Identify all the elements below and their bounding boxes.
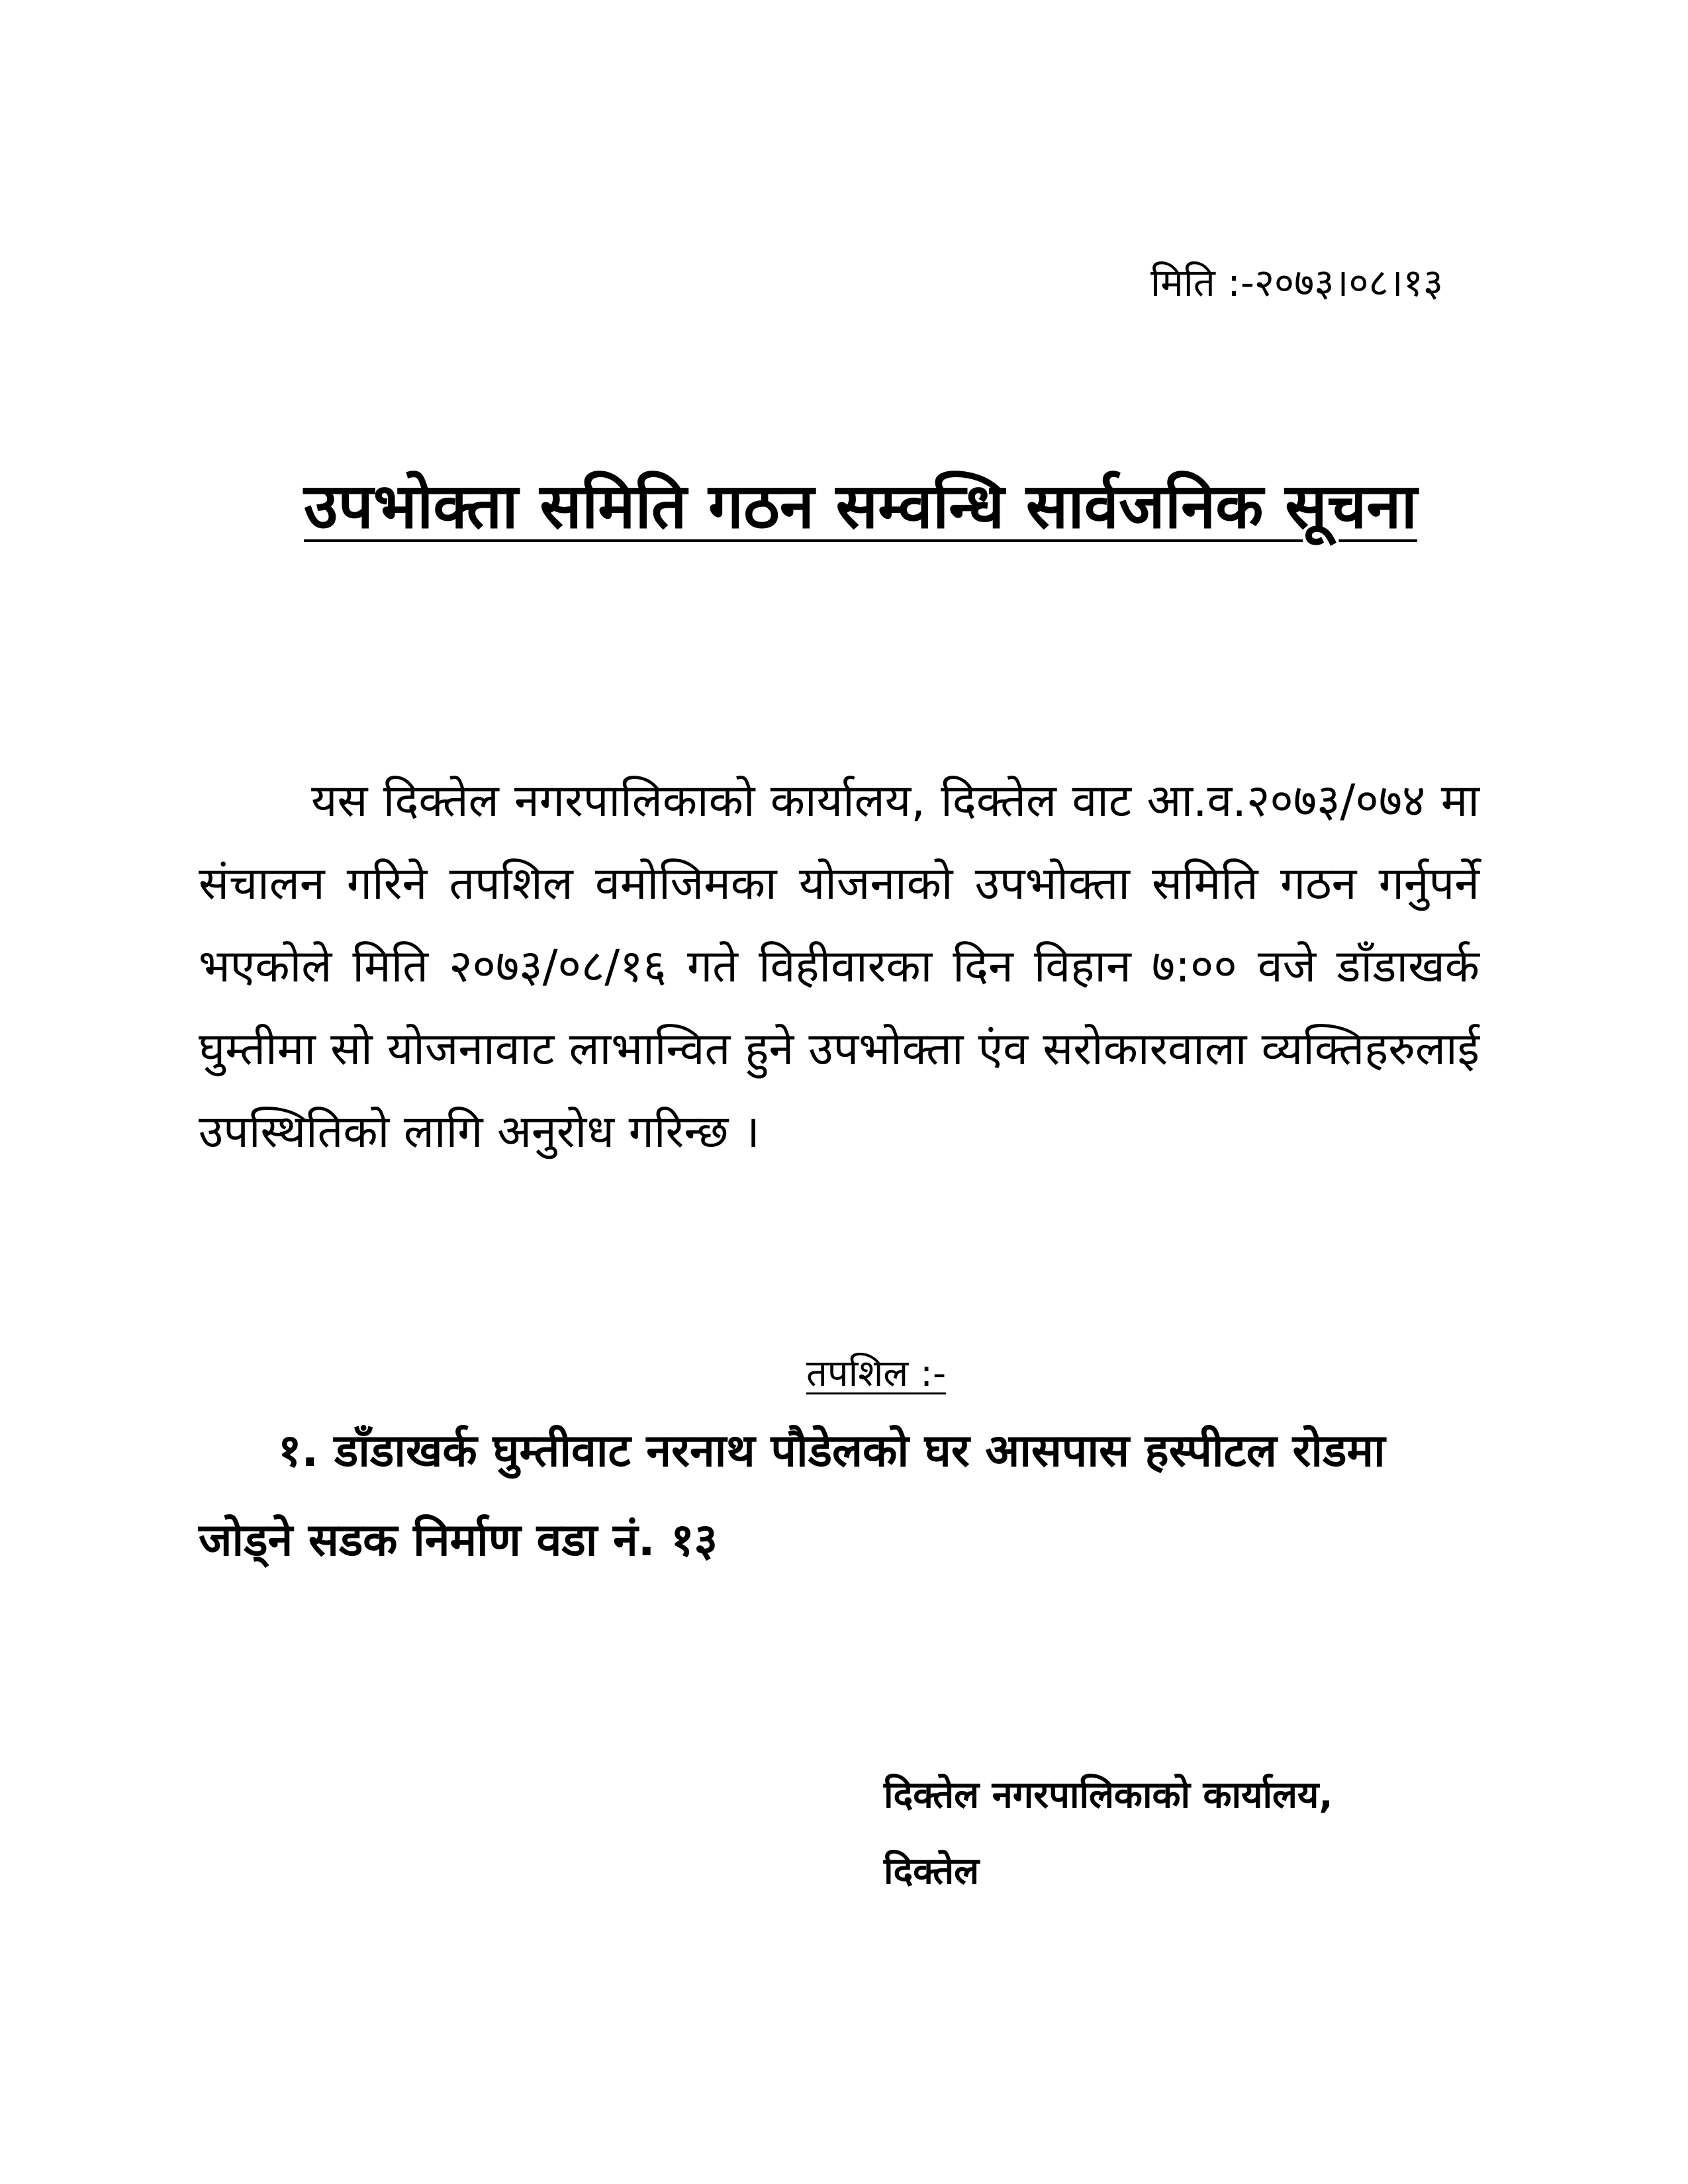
notice-date: मिति :-२०७३।०८।१३ — [1150, 260, 1443, 305]
notice-title-text: उपभोक्ता समिति गठन सम्वन्धि सार्वजनिक सूचना — [304, 471, 1417, 543]
signature-block — [884, 1757, 1333, 1909]
notice-title — [199, 457, 1523, 557]
schedule-item: १. डाँडाखर्क घुम्तीवाट नरनाथ पौडेलको घर आसपास हस्पीटल रोडमा जोड्ने सडक निर्माण वडा नं. १३ — [199, 1425, 1385, 1567]
notice-body: यस दिक्तेल नगरपालिकाको कार्यालय, दिक्तेल वाट आ.व.२०७३/०७४ मा संचालन गरिने तपशिल वमोजिमका योजनाको उपभोक्ता समिति गठन गर्नुपर्ने भएकोले मिति २०७३/०८/१६ गते विहीवारका दिन विहान ७:०० वजे डाँडाखर्क घुम्तीमा सो योजनावाट लाभान्वित हुने उपभोक्ता एंव सरोकारवाला व्यक्तिहरुलाई उपस्थितिको लागि अनुरोध गरिन्छ । — [199, 775, 1479, 1158]
signature-place: दिक्तेल — [884, 1850, 980, 1893]
signature-office: दिक्तेल नगरपालिकाको कार्यालय, — [884, 1774, 1333, 1817]
schedule-heading: तपशिल :- — [806, 1352, 947, 1395]
